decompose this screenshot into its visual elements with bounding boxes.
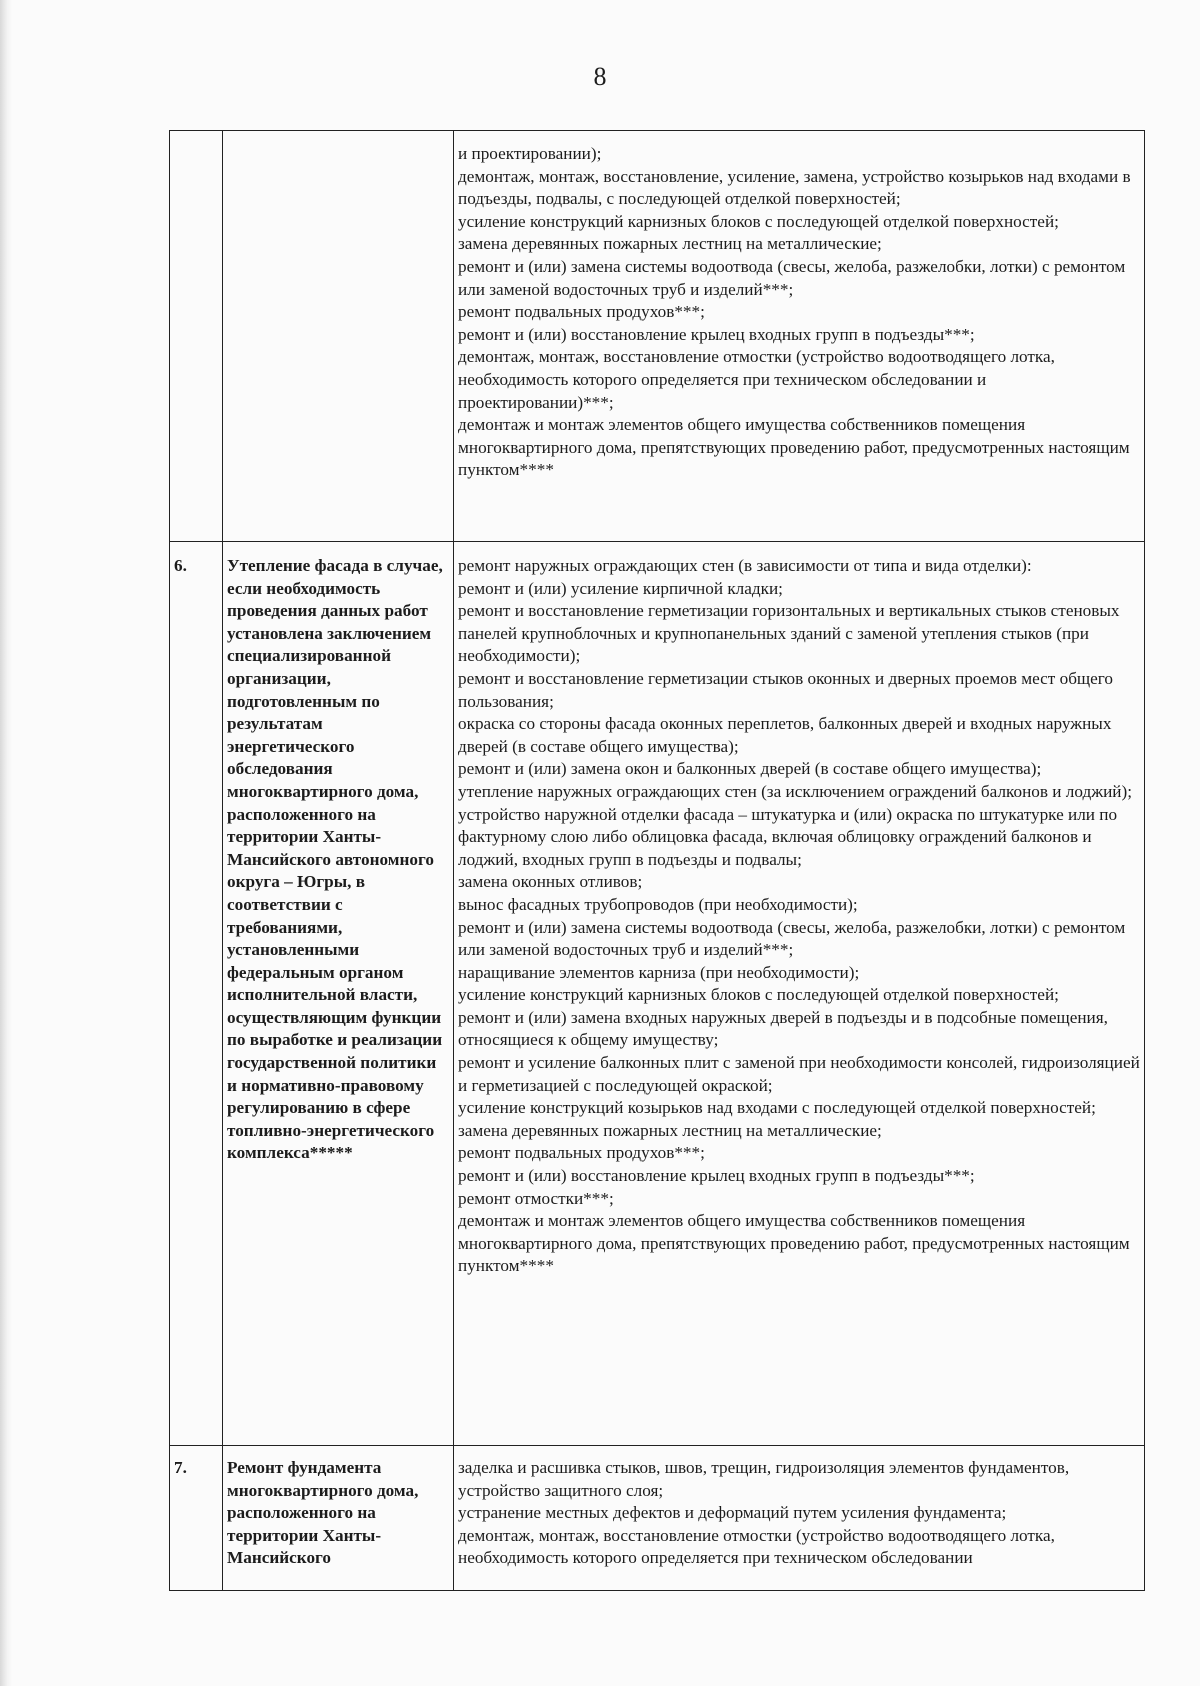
work-item: усиление конструкций карнизных блоков с последующей отделкой поверхностей; [458, 985, 1059, 1005]
work-item: вынос фасадных трубопроводов (при необходимости); [458, 894, 858, 914]
work-item: ремонт наружных ограждающих стен (в зависимости от типа и вида отделки): [458, 556, 1032, 575]
work-item: ремонт и усиление балконных плит с заменой при необходимости консолей, гидроизоляцией и герметизацией с последующей окраской; [458, 1053, 1140, 1095]
work-item: ремонт и восстановление герметизации горизонтальных и вертикальных стыков стеновых панелей крупноблочных и крупнопанельных зданий с заменой утепления стыков (при необходимости); [458, 601, 1120, 666]
table-row [170, 1446, 1145, 1591]
work-item: утепление наружных ограждающих стен (за исключением ограждений балконов и лоджий); [458, 781, 1132, 801]
work-item: устройство наружной отделки фасада – штукатурка и (или) окраска по штукатурке или по фактурному слою либо облицовка фасада, включая облицовку ограждений балконов и лоджий, входных групп в подъезды и подвалы; [458, 804, 1118, 869]
work-item: ремонт подвальных продухов***; [458, 1143, 705, 1163]
page-number: 8 [593, 62, 607, 91]
work-item: ремонт и восстановление герметизации стыков оконных и дверных проемов мест общего пользования; [458, 668, 1114, 711]
work-item: устранение местных дефектов и деформаций путем усиления фундамента; [458, 1503, 1007, 1523]
row-number: 7. [170, 1446, 223, 1591]
work-item: усиление конструкций карнизных блоков с последующей отделкой поверхностей; [458, 211, 1059, 231]
work-item: ремонт подвальных продухов***; [458, 302, 705, 322]
work-item: ремонт и (или) усиление кирпичной кладки; [458, 578, 783, 598]
scan-edge-shadow [0, 0, 12, 1686]
work-item: демонтаж, монтаж, восстановление, усиление, замена, устройство козырьков над входами в подъезды, подвалы, с последующей отделкой поверхностей; [458, 166, 1131, 209]
work-item: ремонт отмостки***; [458, 1188, 614, 1208]
row-number: 6. [170, 542, 223, 1446]
work-item: демонтаж и монтаж элементов общего имущества собственников помещения многоквартирного дома, препятствующих проведению работ, предусмотренных настоящим пунктом**** [458, 1211, 1130, 1276]
work-type-name [223, 131, 454, 542]
work-list [454, 1446, 1145, 1591]
work-item: ремонт и (или) замена системы водоотвода (свесы, желоба, разжелобки, лотки) с ремонтом или заменой водосточных труб и изделий***; [458, 917, 1126, 960]
table-row [170, 542, 1145, 1446]
row-number [170, 131, 223, 542]
work-item: ремонт и (или) замена входных наружных дверей в подъезды и в подсобные помещения, относящиеся к общему имуществу; [458, 1007, 1108, 1050]
works-table [169, 130, 1145, 1591]
work-item: окраска со стороны фасада оконных переплетов, балконных дверей и входных наружных дверей (в составе общего имущества); [458, 714, 1112, 756]
work-item: ремонт и (или) восстановление крылец входных групп в подъезды***; [458, 1166, 975, 1186]
table-row [170, 131, 1145, 542]
work-type-name: Ремонт фундамента многоквартирного дома, расположенного на территории Ханты-Мансийского [223, 1446, 454, 1591]
work-type-name: Утепление фасада в случае, если необходимость проведения данных работ установлена заключением специализированной организации, подготовленным по результатам энергетического обследования многоквартирного дома, расположенного на территории Ханты-Мансийского автономного округа – Югры, в соответствии с требованиями, установленными федеральным органом исполнительной власти, осуществляющим функции по выработке и реализации государственной политики и нормативно-правовому регулированию в сфере топливно-энергетического комплекса***** [223, 542, 454, 1446]
work-item: наращивание элементов карниза (при необходимости); [458, 962, 860, 982]
work-item: ремонт и (или) замена системы водоотвода (свесы, желоба, разжелобки, лотки) с ремонтом или заменой водосточных труб и изделий***; [458, 256, 1126, 299]
work-item: замена деревянных пожарных лестниц на металлические; [458, 234, 882, 254]
work-item: ремонт и (или) замена окон и балконных дверей (в составе общего имущества); [458, 759, 1042, 779]
work-item: демонтаж и монтаж элементов общего имущества собственников помещения многоквартирного дома, препятствующих проведению работ, предусмотренных настоящим пунктом**** [458, 415, 1130, 480]
work-item: ремонт и (или) восстановление крылец входных групп в подъезды***; [458, 324, 975, 344]
work-item: замена оконных отливов; [458, 872, 643, 892]
work-list [454, 131, 1145, 542]
work-item: демонтаж, монтаж, восстановление отмостки (устройство водоотводящего лотка, необходимость которого определяется при техническом обследовании [458, 1525, 1055, 1568]
work-item: замена деревянных пожарных лестниц на металлические; [458, 1120, 882, 1140]
work-list [454, 542, 1145, 1446]
work-item: демонтаж, монтаж, восстановление отмостки (устройство водоотводящего лотка, необходимость которого определяется при техническом обследовании и проектировании)***; [458, 347, 1055, 412]
work-item: заделка и расшивка стыков, швов, трещин, гидроизоляция элементов фундаментов, устройство защитного слоя; [458, 1458, 1070, 1500]
work-item: и проектировании); [458, 144, 602, 163]
work-item: усиление конструкций козырьков над входами с последующей отделкой поверхностей; [458, 1098, 1096, 1118]
